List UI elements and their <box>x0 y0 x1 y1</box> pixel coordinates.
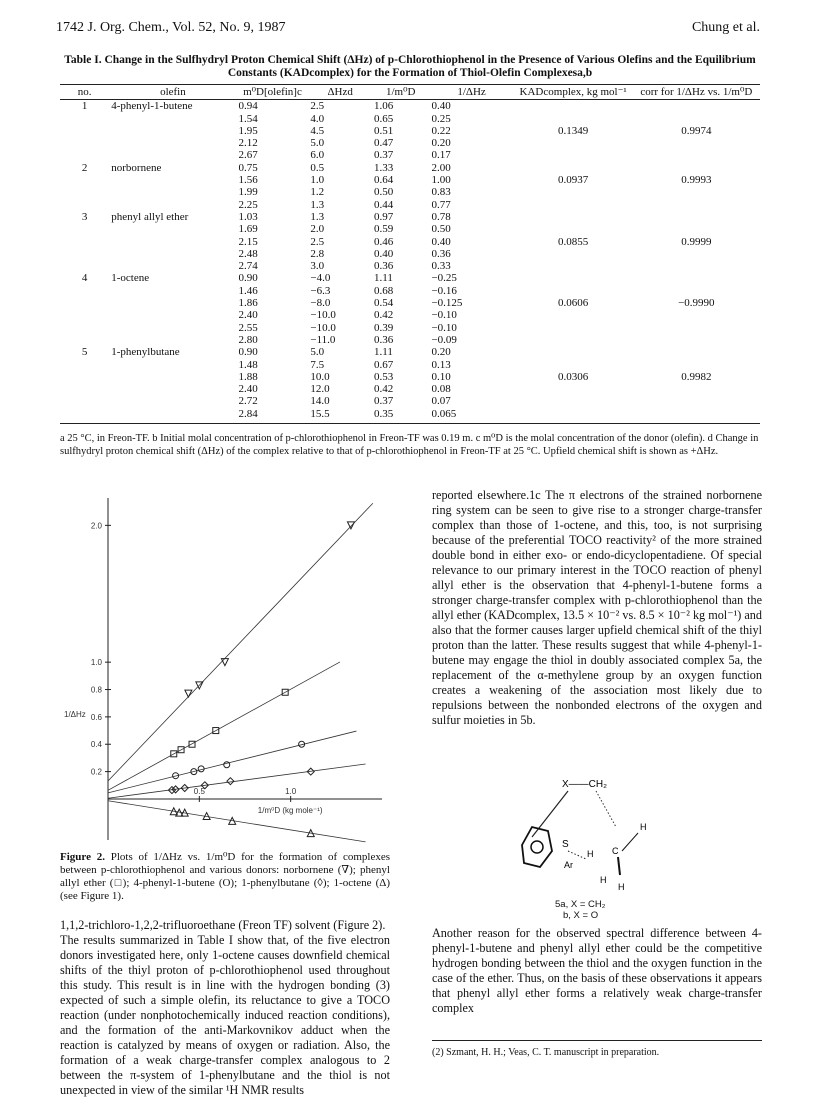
table-cell <box>514 113 633 125</box>
table-cell: 0.53 <box>374 370 394 383</box>
table-cell: 1.56 <box>238 174 258 187</box>
page-footnote: (2) Szmant, H. H.; Veas, C. T. manuscript in preparation. <box>432 1040 762 1058</box>
fit-line-phenyl-allyl-ether <box>108 662 340 790</box>
table-cell <box>60 113 109 125</box>
table-cell: 0.65 <box>374 112 394 125</box>
structure-x-ch2: X——CH₂ <box>562 779 607 790</box>
table-cell <box>109 260 236 272</box>
table-cell: 0.50 <box>374 186 394 199</box>
table-cell <box>60 297 109 309</box>
data-point-norbornene <box>221 659 228 666</box>
table-cell: phenyl allyl ether <box>111 210 189 223</box>
table-row <box>60 113 760 125</box>
table-cell: 0.25 <box>431 112 451 125</box>
table-cell: 1.99 <box>238 186 258 199</box>
table-cell: −10.0 <box>310 321 336 334</box>
table-cell <box>60 383 109 395</box>
table-cell: 15.5 <box>308 408 372 424</box>
table-cell <box>514 322 633 334</box>
table-row <box>60 137 760 149</box>
table-cell: −11.0 <box>310 333 336 346</box>
table-row <box>60 395 760 407</box>
structure-label-5b: b, X = O <box>563 910 599 921</box>
table-cell: 0.20 <box>431 137 451 150</box>
table-cell: 0.40 <box>431 235 451 248</box>
y-tick-label: 0.6 <box>90 712 102 722</box>
table-cell: 0.22 <box>431 124 451 137</box>
table-cell <box>514 408 633 424</box>
table-cell: 0.42 <box>374 309 394 322</box>
table-cell <box>109 395 236 407</box>
table-cell: 0.37 <box>374 149 394 162</box>
table-cell: 0.46 <box>374 235 394 248</box>
figure-plot <box>60 488 390 848</box>
table-row <box>60 100 760 113</box>
table-cell <box>514 260 633 272</box>
table-cell <box>60 285 109 297</box>
table-cell <box>60 248 109 260</box>
table-header-6: KADcomplex, kg mol⁻¹ <box>514 85 633 100</box>
table-cell: 6.0 <box>310 149 325 162</box>
table-cell <box>60 359 109 371</box>
structure-s: S <box>562 839 569 850</box>
table-cell: 1.0 <box>310 174 325 187</box>
structure-label-5a: 5a, X = CH₂ <box>555 899 606 910</box>
table-cell: 1.3 <box>310 198 325 211</box>
table-cell <box>109 285 236 297</box>
table-cell <box>109 334 236 346</box>
table-cell: 0.36 <box>374 260 394 273</box>
table-cell: 0.17 <box>431 149 451 162</box>
table-row <box>60 125 760 137</box>
table-cell: 0.9982 <box>681 370 712 383</box>
data-point-4-phenyl-1-butene <box>224 762 230 768</box>
table-cell: 0.39 <box>374 321 394 334</box>
svg-text:H: H <box>618 882 625 890</box>
table-cell: 4 <box>81 272 88 285</box>
table-row <box>60 174 760 186</box>
table-cell: 1.00 <box>431 174 451 187</box>
table-cell <box>633 186 760 198</box>
y-tick-label: 0.8 <box>90 685 102 695</box>
table-row <box>60 248 760 260</box>
figure-caption-label: Figure 2. <box>60 851 105 863</box>
table-header-3: ΔHzd <box>308 85 372 100</box>
table-cell <box>633 272 760 284</box>
table-cell <box>109 174 236 186</box>
table-row <box>60 359 760 371</box>
table-cell: 2.84 <box>237 408 309 424</box>
table-header-1: olefin <box>109 85 236 100</box>
table-cell <box>109 125 236 137</box>
table-cell: 2 <box>81 161 88 174</box>
svg-text:H: H <box>640 822 647 832</box>
table-header-2: m⁰D[olefin]c <box>237 85 309 100</box>
table-row <box>60 223 760 235</box>
table-cell <box>633 137 760 149</box>
table-cell <box>633 322 760 334</box>
table-footnote: a 25 °C, in Freon-TF. b Initial molal concentration of p-chlorothiophenol in Freon-TF was 0.19 m. c m⁰D is the molal concentration of the donor (olefin). d Change in sulfhydryl proton chemical shift (ΔHz) of the complex relative to that of p-chlorothiophenol in Freon-TF at 25 °C. Upfield chemical shift is shown as +ΔHz. <box>60 433 759 457</box>
y-tick-label: 0.2 <box>90 767 102 777</box>
table-cell: 1.88 <box>238 370 258 383</box>
left-column-text: 1,1,2-trichloro-1,2,2-trifluoroethane (Freon TF) solvent (Figure 2). The results summarized in Table I show that, of the five electron donors investigated here, only 1-octene causes downfield chemical shifts of the thiyl proton of p-chlorothiophenol used throughout this study. This result is in line with the hydrogen bonding (3) expected of such a simple olefin, its reluctance to give a TOCO reaction (under nonphotochemically induced reaction conditions), and the formation of the anti-Markovnikov adduct when the reaction is catalyzed by means of oxygen or radiation. Also, the formation of a weak charge-transfer complex analogous to 2 between the π-system of 1-phenylbutane and the thiol is not unexpected in view of the similar ¹H NMR results <box>60 918 390 1097</box>
table-cell: 10.0 <box>310 370 330 383</box>
table-cell: 1.03 <box>238 210 258 223</box>
table-cell <box>109 149 236 161</box>
table-cell <box>109 408 236 424</box>
table-cell: 0.83 <box>431 186 451 199</box>
table-row <box>60 346 760 358</box>
table-cell: −6.3 <box>310 284 331 297</box>
table-header-5: 1/ΔHz <box>429 85 513 100</box>
table-cell: 2.00 <box>431 161 451 174</box>
table-cell: 0.9999 <box>681 235 712 248</box>
table-cell: 1 <box>81 100 88 113</box>
structure-5-diagram <box>518 775 648 890</box>
table-row <box>60 322 760 334</box>
table-cell: 0.0606 <box>558 297 589 310</box>
table-cell: 2.74 <box>238 260 258 273</box>
table-cell: 0.94 <box>238 100 258 113</box>
table-cell <box>633 346 760 358</box>
x-axis-label: 1/m⁰D (kg mole⁻¹) <box>257 805 323 815</box>
table-cell: 0.0937 <box>558 174 589 187</box>
structure-labels <box>555 899 605 921</box>
table-cell <box>633 408 760 424</box>
table-cell: 2.15 <box>238 235 258 248</box>
table-cell: 0.40 <box>431 100 451 113</box>
table-cell: 1.95 <box>238 124 258 137</box>
table-cell: −0.16 <box>431 284 457 297</box>
table-cell: 0.9974 <box>681 124 712 137</box>
table-cell <box>109 297 236 309</box>
structure-h: H <box>587 849 594 859</box>
table-cell: 3 <box>81 210 88 223</box>
table-cell: 0.9993 <box>681 174 712 187</box>
table-cell: 1-phenylbutane <box>111 346 180 359</box>
table-cell <box>633 211 760 223</box>
table-cell <box>514 383 633 395</box>
table-cell: 0.47 <box>374 137 394 150</box>
table-cell: 2.5 <box>310 235 325 248</box>
table-cell: 1.33 <box>374 161 394 174</box>
table-cell <box>633 285 760 297</box>
table-cell: 0.97 <box>374 210 394 223</box>
table-cell <box>514 137 633 149</box>
table-cell: 0.36 <box>374 333 394 346</box>
table-cell <box>633 359 760 371</box>
table-cell: 0.54 <box>374 297 394 310</box>
table-cell <box>109 137 236 149</box>
table-cell: −0.9990 <box>678 297 715 310</box>
table-cell: 2.80 <box>238 333 258 346</box>
fit-line-norbornene <box>108 503 373 781</box>
table-cell <box>109 383 236 395</box>
table-cell <box>633 223 760 235</box>
table-cell <box>514 186 633 198</box>
table-cell: 2.40 <box>238 309 258 322</box>
table-cell: 4.5 <box>310 124 325 137</box>
table-row <box>60 199 760 211</box>
table-cell <box>60 186 109 198</box>
table-cell: 1.2 <box>310 186 325 199</box>
table-cell: 0.59 <box>374 223 394 236</box>
table-cell <box>109 309 236 321</box>
table-cell <box>633 149 760 161</box>
table-cell: 5.0 <box>310 346 325 359</box>
table-cell: 3.0 <box>310 260 325 273</box>
right-column-text-2: Another reason for the observed spectral difference between 4-phenyl-1-butene and phenyl allyl ether could be the competitive hydrogen bonding between the thiol and the oxygen function in the case of the ether. Thus, on the basis of these observations it appears that phenyl allyl ether forms a relatively weak charge-transfer complex <box>432 926 762 1015</box>
table-cell: 4.0 <box>310 112 325 125</box>
table-cell: 1.06 <box>374 100 394 113</box>
x-tick-label: 0.5 <box>193 786 205 796</box>
table-cell <box>60 309 109 321</box>
table-cell: 0.68 <box>374 284 394 297</box>
table-cell <box>633 199 760 211</box>
table-cell <box>60 334 109 346</box>
table-cell <box>514 248 633 260</box>
table-cell: 1-octene <box>111 272 150 285</box>
table-cell: 0.07 <box>431 395 451 408</box>
table-cell: 2.72 <box>238 395 258 408</box>
table-cell: 0.42 <box>374 383 394 396</box>
table-cell <box>514 223 633 235</box>
table-cell: 1.11 <box>374 272 393 285</box>
table-cell <box>514 100 633 113</box>
table-cell <box>109 199 236 211</box>
table-row <box>60 186 760 198</box>
table-cell: 2.5 <box>310 100 325 113</box>
table-cell <box>60 260 109 272</box>
table-cell <box>514 272 633 284</box>
table-cell: 0.20 <box>431 346 451 359</box>
table-cell: 0.13 <box>431 358 451 371</box>
table-cell <box>60 174 109 186</box>
table-cell <box>60 149 109 161</box>
table-cell <box>514 149 633 161</box>
table-caption: Table I. Change in the Sulfhydryl Proton Chemical Shift (ΔHz) of p-Chlorothiophenol in the Presence of Various Olefins and the Equilibrium Constants (KADcomplex) for the Formation of Thiol-Olefin Complexesa,b <box>64 54 756 79</box>
x-tick-label: 1.0 <box>285 786 297 796</box>
table-cell: 4-phenyl-1-butene <box>111 100 193 113</box>
table-row <box>60 272 760 284</box>
table-cell: 2.55 <box>238 321 258 334</box>
header-right: Chung et al. <box>691 20 760 35</box>
table-cell <box>60 199 109 211</box>
table-cell <box>514 309 633 321</box>
figure-caption <box>60 851 390 903</box>
table-row <box>60 334 760 346</box>
table-cell: −0.10 <box>431 309 457 322</box>
table-cell <box>109 236 236 248</box>
table-cell: −0.25 <box>431 272 457 285</box>
table-header-7: corr for 1/ΔHz vs. 1/m⁰D <box>633 85 760 100</box>
table-cell: 1.11 <box>374 346 393 359</box>
table-cell <box>109 322 236 334</box>
table-cell: 0.065 <box>429 408 513 424</box>
table-row <box>60 297 760 309</box>
data-point-1-phenylbutane <box>227 778 234 785</box>
table-cell: 5.0 <box>310 137 325 150</box>
table-cell <box>60 395 109 407</box>
table-cell: norbornene <box>111 161 162 174</box>
table-cell <box>109 359 236 371</box>
table-cell <box>514 395 633 407</box>
table-cell: −0.125 <box>431 297 463 310</box>
table-cell: 0.75 <box>238 161 258 174</box>
table-cell <box>633 383 760 395</box>
table-cell: 1.46 <box>238 284 258 297</box>
table-cell <box>60 236 109 248</box>
table-cell <box>60 125 109 137</box>
table-header-4: 1/m⁰D <box>372 85 429 100</box>
table-cell <box>514 285 633 297</box>
table-cell: 0.40 <box>374 247 394 260</box>
table-cell <box>109 371 236 383</box>
table-cell: 7.5 <box>310 358 325 371</box>
table-row <box>60 383 760 395</box>
table-row <box>60 162 760 174</box>
y-axis-label: 1/ΔHz <box>64 709 86 719</box>
table-cell <box>514 346 633 358</box>
table-cell <box>514 334 633 346</box>
table-cell: 2.8 <box>310 247 325 260</box>
table-cell: 0.67 <box>374 358 394 371</box>
table-cell: 0.64 <box>374 174 394 187</box>
table-cell <box>109 113 236 125</box>
table-cell <box>633 395 760 407</box>
table-cell: −10.0 <box>310 309 336 322</box>
y-tick-label: 2.0 <box>90 521 102 531</box>
table-cell: 2.25 <box>238 198 258 211</box>
fit-line-1-octene <box>108 801 366 842</box>
y-tick-label: 1.0 <box>90 658 102 668</box>
y-tick-label: 0.4 <box>90 740 102 750</box>
table-cell <box>60 223 109 235</box>
table-row <box>60 285 760 297</box>
data-point-norbornene <box>347 522 354 529</box>
table-cell: 1.3 <box>310 210 325 223</box>
table-cell: 1.54 <box>238 112 258 125</box>
structure-ar: Ar <box>564 860 573 870</box>
table-cell <box>633 334 760 346</box>
table-cell: 0.35 <box>372 408 429 424</box>
table-cell <box>633 113 760 125</box>
table-row <box>60 211 760 223</box>
table-cell: 0.78 <box>431 210 451 223</box>
table-cell: 0.0855 <box>558 235 589 248</box>
table-row <box>60 408 760 424</box>
table-cell <box>633 162 760 174</box>
table-cell <box>60 408 109 424</box>
table-row <box>60 371 760 383</box>
svg-text:H: H <box>600 875 607 885</box>
table-cell: 2.67 <box>238 149 258 162</box>
table-cell: 1.48 <box>238 358 258 371</box>
table-cell: −0.10 <box>431 321 457 334</box>
table-cell: 1.86 <box>238 297 258 310</box>
table-cell <box>109 223 236 235</box>
table-cell <box>633 309 760 321</box>
table-cell <box>60 137 109 149</box>
figure-caption-text: Plots of 1/ΔHz vs. 1/m⁰D for the formation of complexes between p-chlorothiophenol and various donors: norbornene (∇); phenyl allyl ether (□); 4-phenyl-1-butene (O); 1-phenylbutane (◊); 1-octene (Δ) (see Figure 1). <box>60 851 390 902</box>
table-cell <box>60 371 109 383</box>
table-cell: 2.0 <box>310 223 325 236</box>
table-row <box>60 149 760 161</box>
table-cell: 2.12 <box>238 137 258 150</box>
table-cell <box>514 211 633 223</box>
table-cell: 0.08 <box>431 383 451 396</box>
table-cell: 0.90 <box>238 346 258 359</box>
table-cell: 0.50 <box>431 223 451 236</box>
table-cell <box>514 359 633 371</box>
table-cell: 0.5 <box>310 161 325 174</box>
table-cell <box>633 100 760 113</box>
table-cell: 0.1349 <box>558 124 589 137</box>
table-cell: 0.77 <box>431 198 451 211</box>
table-cell: 12.0 <box>310 383 330 396</box>
table-row <box>60 236 760 248</box>
table-cell: 0.37 <box>374 395 394 408</box>
table-cell <box>60 322 109 334</box>
table-row <box>60 309 760 321</box>
table-cell: −8.0 <box>310 297 331 310</box>
right-column-text-1: reported elsewhere.1c The π electrons of the strained norbornene ring system can be seen to give rise to a stronger charge-transfer complex than those of 1-octene, and this, too, is not surprising because of the preferential TOCO reactivity² of the more strained double bond in either exo- or endo-dicyclopentadiene. Of special relevance to our primary interest in the TOCO reaction of phenyl allyl ether is the observation that 4-phenyl-1-butene forms a stronger charge-transfer complex with p-chlorothiophenol than the allyl ether (KADcomplex, 13.5 × 10⁻² vs. 8.5 × 10⁻² kg mol⁻¹) and also that the former causes larger upfield chemical shift of the thiyl proton than the latter. These results suggest that while 4-phenyl-1-butene may engage the thiol in doubly associated complex 5a, the replacement of the α-methylene group by an oxygen function creates a weakening of the association most likely due to repulsions between the nonbonded electrons of the oxygen and sulfur moieties in 5b. <box>432 488 762 727</box>
table-cell: 0.44 <box>374 198 394 211</box>
table-cell <box>109 186 236 198</box>
table-cell <box>514 199 633 211</box>
table-row <box>60 260 760 272</box>
data-table <box>60 84 760 424</box>
table-cell <box>633 248 760 260</box>
table-cell: 0.0306 <box>558 370 589 383</box>
table-cell: 14.0 <box>310 395 330 408</box>
structure-c: C <box>612 846 619 856</box>
table-cell: 2.40 <box>238 383 258 396</box>
table-cell: 5 <box>81 346 88 359</box>
table-cell: 0.90 <box>238 272 258 285</box>
table-cell: −0.09 <box>431 333 457 346</box>
table-cell: 0.36 <box>431 247 451 260</box>
table-cell: 0.10 <box>431 370 451 383</box>
table-cell: −4.0 <box>310 272 331 285</box>
table-cell <box>633 260 760 272</box>
table-header-0: no. <box>60 85 109 100</box>
table-cell: 0.51 <box>374 124 394 137</box>
table-cell: 2.48 <box>238 247 258 260</box>
table-cell <box>514 162 633 174</box>
fit-line-4-phenyl-1-butene <box>108 731 356 793</box>
table-cell: 1.69 <box>238 223 258 236</box>
header-left: 1742 J. Org. Chem., Vol. 52, No. 9, 1987 <box>56 20 286 35</box>
table-cell <box>109 248 236 260</box>
table-cell: 0.33 <box>431 260 451 273</box>
